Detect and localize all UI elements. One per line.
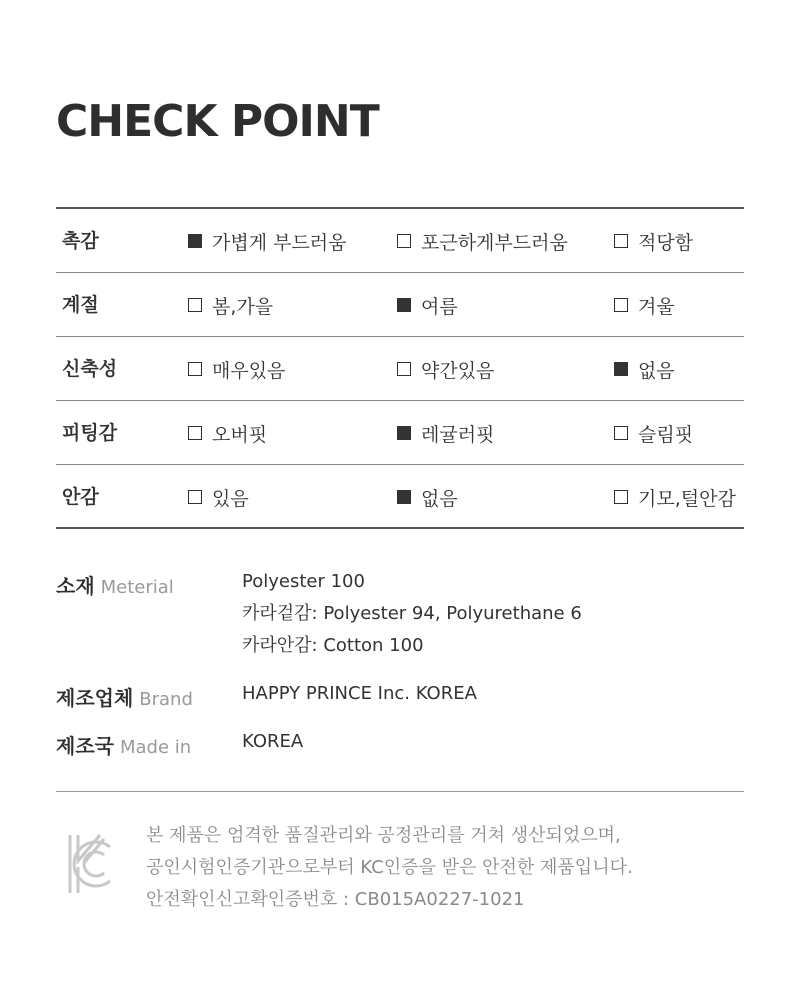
- spec-key: [56, 570, 174, 599]
- option-label: 적당함: [638, 231, 694, 254]
- check-row-season: [56, 273, 744, 337]
- option-label: 약간있음: [421, 359, 495, 382]
- option-item: [397, 465, 458, 529]
- spec-value-line: 카라겉감: Polyester 94, Polyurethane 6: [242, 603, 582, 624]
- check-point-table: [56, 207, 744, 529]
- check-row-lining: [56, 465, 744, 529]
- spec-key: [56, 682, 193, 711]
- checkbox-icon: [614, 490, 628, 504]
- checkbox-icon: [397, 426, 411, 440]
- option-item: [397, 401, 494, 465]
- option-item: [188, 209, 347, 273]
- option-label: 없음: [421, 487, 458, 510]
- option-label: 매우있음: [212, 359, 286, 382]
- option-item: [188, 273, 273, 337]
- checkbox-icon: [188, 298, 202, 312]
- option-label: 오버핏: [212, 423, 268, 446]
- checkbox-icon: [397, 490, 411, 504]
- checkbox-icon: [614, 362, 628, 376]
- option-label: 겨울: [638, 295, 675, 318]
- option-item: [614, 465, 736, 529]
- option-label: 기모,털안감: [638, 487, 736, 510]
- option-label: 가볍게 부드러움: [212, 231, 347, 254]
- option-label: 봄,가을: [212, 295, 274, 318]
- option-item: [188, 337, 285, 401]
- option-label: 있음: [212, 487, 249, 510]
- check-row-fit: [56, 401, 744, 465]
- spec-key: [56, 730, 191, 759]
- option-label: 여름: [421, 295, 458, 318]
- option-item: [188, 465, 249, 529]
- spec-key-en: Meterial: [100, 577, 174, 598]
- spec-value-line: Polyester 100: [242, 571, 365, 592]
- option-label: 포근하게부드러움: [421, 231, 568, 254]
- certification-line: 공인시험인증기관으로부터 KC인증을 받은 안전한 제품입니다.: [146, 857, 633, 878]
- option-label: 슬림핏: [638, 423, 694, 446]
- spec-key-ko: 소재: [56, 574, 95, 598]
- checkbox-icon: [188, 234, 202, 248]
- check-row-stretch: [56, 337, 744, 401]
- spec-key-ko: 제조국: [56, 734, 114, 758]
- kc-mark-icon: [64, 827, 116, 901]
- spec-value-line: KOREA: [242, 731, 304, 752]
- certification-line: 본 제품은 엄격한 품질관리와 공정관리를 거쳐 생산되었으며,: [146, 825, 621, 846]
- checkbox-icon: [614, 234, 628, 248]
- spec-value-line: HAPPY PRINCE Inc. KOREA: [242, 683, 477, 704]
- checkbox-icon: [188, 490, 202, 504]
- row-label: 촉감: [62, 230, 99, 252]
- option-item: [397, 337, 494, 401]
- certification-text: [146, 820, 633, 916]
- certification-line: 안전확인신고확인증번호 : CB015A0227-1021: [146, 889, 525, 910]
- option-item: [397, 209, 568, 273]
- spec-value: [242, 726, 303, 758]
- page-title: CHECK POINT: [56, 96, 379, 147]
- checkbox-icon: [397, 234, 411, 248]
- spec-value: [242, 678, 477, 710]
- checkbox-icon: [614, 298, 628, 312]
- checkbox-icon: [188, 362, 202, 376]
- option-item: [397, 273, 458, 337]
- checkbox-icon: [614, 426, 628, 440]
- option-item: [614, 401, 693, 465]
- spec-value: [242, 566, 582, 662]
- row-label: 신축성: [62, 358, 118, 380]
- checkbox-icon: [188, 426, 202, 440]
- row-label: 피팅감: [62, 422, 118, 444]
- option-item: [188, 401, 267, 465]
- option-label: 없음: [638, 359, 675, 382]
- option-item: [614, 337, 675, 401]
- option-label: 레귤러핏: [421, 423, 495, 446]
- checkbox-icon: [397, 298, 411, 312]
- option-item: [614, 273, 675, 337]
- spec-key-en: Brand: [139, 689, 193, 710]
- spec-key-en: Made in: [119, 737, 192, 758]
- option-item: [614, 209, 693, 273]
- row-label: 안감: [62, 486, 99, 508]
- checkbox-icon: [397, 362, 411, 376]
- check-row-touch: [56, 209, 744, 273]
- spec-key-ko: 제조업체: [56, 686, 134, 710]
- row-label: 계절: [62, 294, 99, 316]
- spec-value-line: 카라안감: Cotton 100: [242, 635, 424, 656]
- section-divider: [56, 791, 744, 792]
